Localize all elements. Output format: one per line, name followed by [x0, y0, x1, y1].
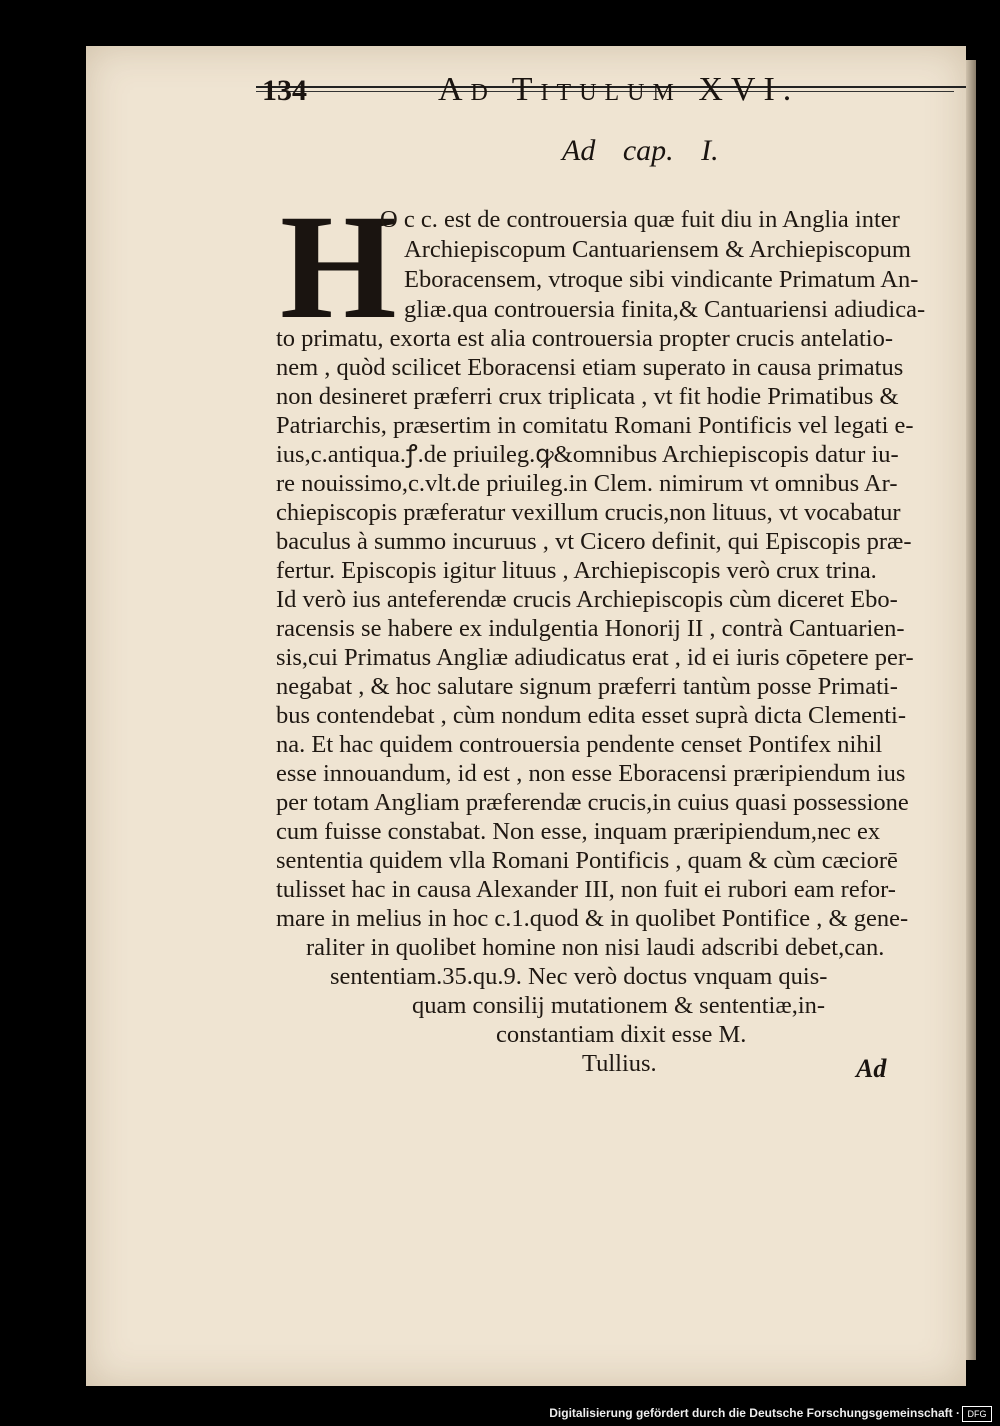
text-line: bus contendebat , cùm nondum edita esset suprà dicta Clementi- [276, 702, 907, 729]
text-line: sententia quidem vlla Romani Pontificis , quam & cùm cæciorē [276, 847, 898, 874]
chapter-heading: Ad cap. I. [562, 134, 719, 167]
text-line: Id verò ius anteferendæ crucis Archiepiscopis cùm diceret Ebo- [276, 586, 898, 613]
text-line: re nouissimo,c.vlt.de priuileg.in Clem. nimirum vt omnibus Ar- [276, 470, 898, 497]
text-line: mare in melius in hoc c.1.quod & in quolibet Pontifice , & gene- [276, 905, 909, 932]
text-line: Eboracensem, vtroque sibi vindicante Primatum An- [404, 266, 919, 293]
text-line: raliter in quolibet homine non nisi laudi adscribi debet,can. [306, 934, 885, 961]
page-number: 134 [262, 74, 307, 107]
digitization-credit: Digitalisierung gefördert durch die Deutsche Forschungsgemeinschaft · [549, 1406, 960, 1420]
text-line: non desineret præferri crux triplicata , vt fit hodie Primatibus & [276, 383, 899, 410]
dfg-logo: DFG [962, 1406, 992, 1422]
text-line: to primatu, exorta est alia controuersia propter crucis antelatio- [276, 325, 894, 352]
text-line: O c c. est de controuersia quæ fuit diu in Anglia inter [380, 206, 900, 233]
dropcap-letter: H [280, 184, 397, 350]
text-line: negabat , & hoc salutare signum præferri tantùm posse Primati- [276, 673, 898, 700]
catchword: Ad [856, 1054, 887, 1083]
text-line: cum fuisse constabat. Non esse, inquam præripiendum,nec ex [276, 818, 881, 845]
text-line: tulisset hac in causa Alexander III, non fuit ei rubori eam refor- [276, 876, 896, 903]
text-line: Tullius. [582, 1050, 657, 1077]
text-line: nem , quòd scilicet Eboracensi etiam superato in causa primatus [276, 354, 904, 381]
text-line: per totam Angliam præferendæ crucis,in cuius quasi possessione [276, 789, 909, 816]
page-edge [966, 60, 976, 1360]
text-line: gliæ.qua controuersia finita,& Cantuariensi adiudica- [404, 296, 926, 323]
text-line: sententiam.35.qu.9. Nec verò doctus vnquam quis- [330, 963, 828, 990]
book-page [86, 46, 966, 1386]
text-line: constantiam dixit esse M. [496, 1021, 747, 1048]
text-line: quam consilij mutationem & sententiæ,in- [412, 992, 826, 1019]
text-line: esse innouandum, id est , non esse Eboracensi præripiendum ius [276, 760, 906, 787]
text-line: baculus à summo incuruus , vt Cicero definit, qui Episcopis præ- [276, 528, 912, 555]
text-line: Archiepiscopum Cantuariensem & Archiepiscopum [404, 236, 911, 263]
text-line: sis,cui Primatus Angliæ adiudicatus erat , id ei iuris cōpetere per- [276, 644, 914, 671]
text-line: ius,c.antiqua.ꝭ.de priuileg.ꝙ&omnibus Archiepiscopis datur iu- [276, 441, 899, 468]
text-line: fertur. Episcopis igitur lituus , Archiepiscopis verò crux trina. [276, 557, 877, 584]
text-line: chiepiscopis præferatur vexillum crucis,non lituus, vt vocabatur [276, 499, 901, 526]
text-line: Patriarchis, præsertim in comitatu Romani Pontificis vel legati e- [276, 412, 914, 439]
running-head: Ad Titulum XVI. [438, 71, 800, 108]
text-line: na. Et hac quidem controuersia pendente censet Pontifex nihil [276, 731, 883, 758]
text-line: racensis se habere ex indulgentia Honorij II , contrà Cantuarien- [276, 615, 905, 642]
